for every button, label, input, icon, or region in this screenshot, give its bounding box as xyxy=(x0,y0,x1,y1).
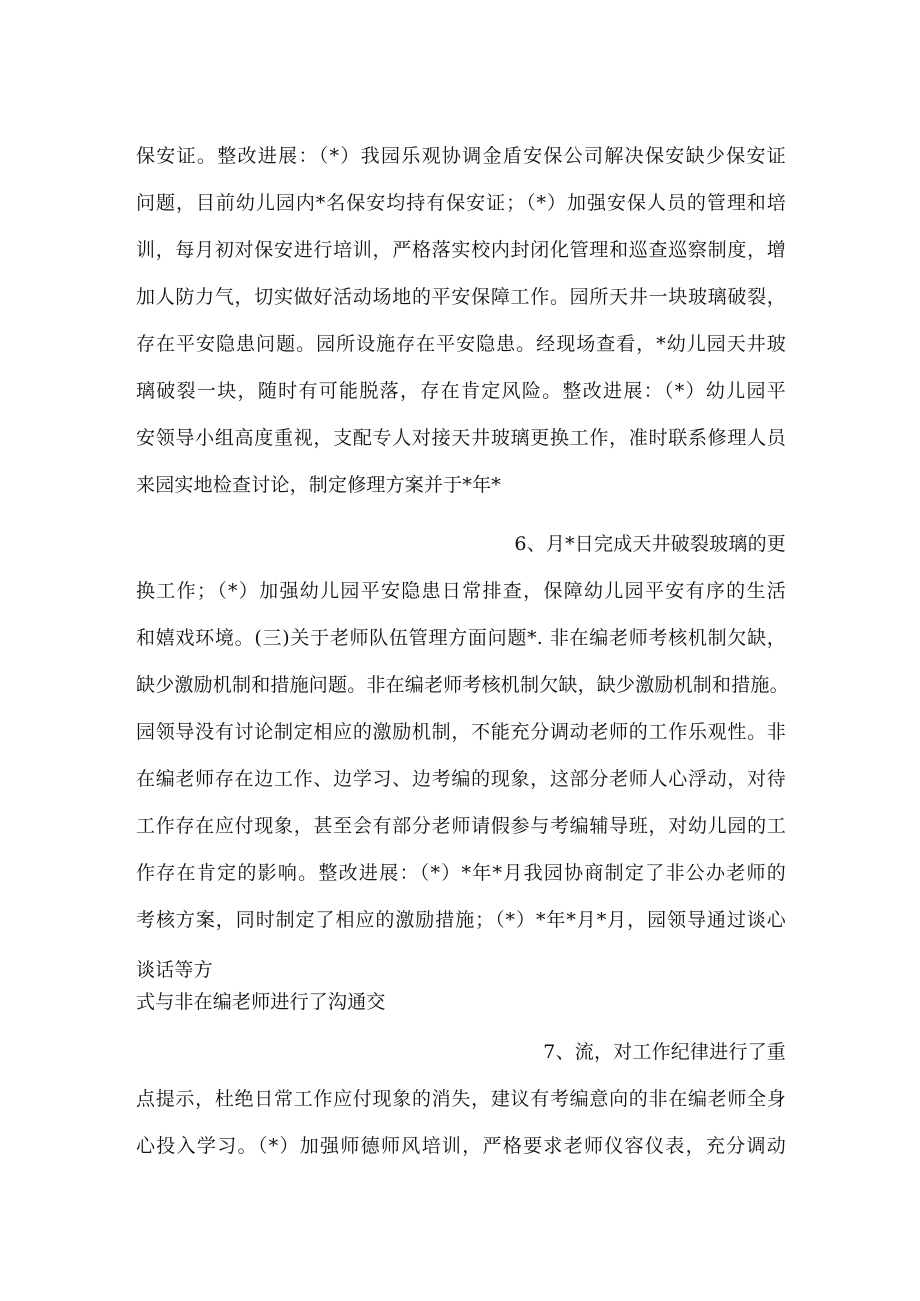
text-line: 式与非在编老师进行了沟通交 xyxy=(136,991,386,1013)
text-line: 工作存在应付现象，甚至会有部分老师请假参与考编辅导班，对幼儿园的工 xyxy=(136,815,786,837)
text-line: 来园实地检查讨论，制定修理方案并于*年* xyxy=(136,474,502,496)
text-line: 加人防力气，切实做好活动场地的平安保障工作。园所天井一块玻璃破裂， xyxy=(136,286,786,308)
text-line: 安领导小组高度重视，支配专人对接天井玻璃更换工作，准时联系修理人员 xyxy=(136,427,786,449)
text-line: 问题，目前幼儿园内*名保安均持有保安证；（*）加强安保人员的管理和培 xyxy=(136,192,786,214)
text-line: 和嬉戏环境。(三)关于老师队伍管理方面问题*. 非在编老师考核机制欠缺， xyxy=(136,627,786,649)
section-heading: 6、月*日完成天井破裂玻璃的更 xyxy=(514,533,786,555)
text-line: 换工作；（*）加强幼儿园平安隐患日常排查，保障幼儿园平安有序的生活 xyxy=(136,580,786,602)
section-heading: 7、流，对工作纪律进行了重 xyxy=(543,1041,786,1063)
text-line: 存在平安隐患问题。园所设施存在平安隐患。经现场查看，*幼儿园天井玻 xyxy=(136,333,786,355)
text-line: 作存在肯定的影响。整改进展：（*）*年*月我园协商制定了非公办老师的 xyxy=(136,862,786,884)
text-line: 缺少激励机制和措施问题。非在编老师考核机制欠缺，缺少激励机制和措施。 xyxy=(136,674,789,696)
text-line: 璃破裂一块，随时有可能脱落，存在肯定风险。整改进展：（*）幼儿园平 xyxy=(136,380,786,402)
text-line: 考核方案，同时制定了相应的激励措施；（*）*年*月*月，园领导通过谈心 xyxy=(136,909,786,931)
text-line: 保安证。整改进展：（*）我园乐观协调金盾安保公司解决保安缺少保安证 xyxy=(136,145,786,167)
text-line: 点提示，杜绝日常工作应付现象的消失，建议有考编意向的非在编老师全身 xyxy=(136,1088,786,1110)
text-line: 在编老师存在边工作、边学习、边考编的现象，这部分老师人心浮动，对待 xyxy=(136,768,786,790)
text-line: 谈话等方 xyxy=(136,959,213,981)
text-line: 园领导没有讨论制定相应的激励机制，不能充分调动老师的工作乐观性。非 xyxy=(136,721,786,743)
text-line: 心投入学习。（*）加强师德师风培训，严格要求老师仪容仪表，充分调动 xyxy=(136,1135,786,1157)
text-line: 训，每月初对保安进行培训，严格落实校内封闭化管理和巡查巡察制度，增 xyxy=(136,239,786,261)
